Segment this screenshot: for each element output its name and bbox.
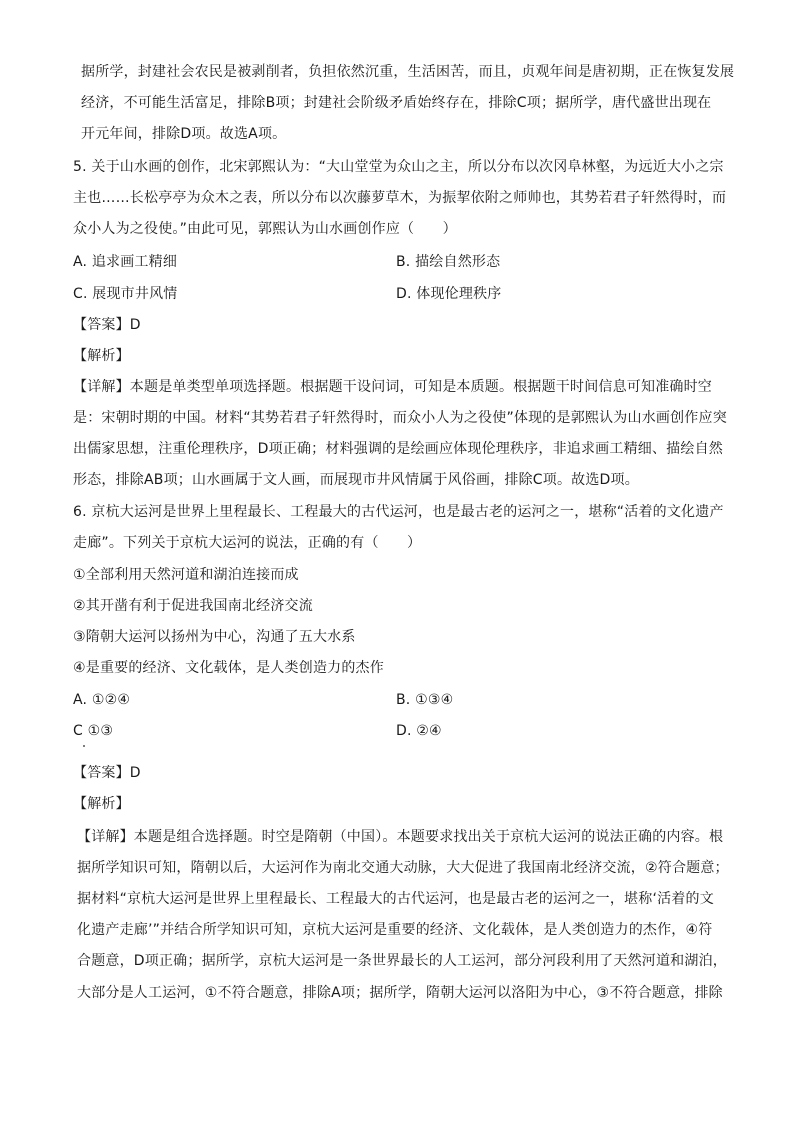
q6-detail-line-1: 【详解】本题是组合选择题。时空是隋朝（中国）。本题要求找出关于京杭大运河的说法正确的内容。根 [77, 829, 724, 845]
q5-detail-line-2: 是：宋朝时期的中国。材料“其势若君子轩然得时，而众小人为之役使”体现的是郭熙认为山水画创作应突 [73, 410, 727, 426]
q6-stem-line-1: 6. 京杭大运河是世界上里程最长、工程最大的古代运河，也是最古老的运河之一，堪称“活着的文化遗产 [73, 504, 724, 520]
q5-stem-line-3: 众小人为之役使。”由此可见，郭熙认为山水画创作应（ ） [73, 221, 457, 237]
q5-detail-line-1: 【详解】本题是单类型单项选择题。根据题干设问词，可知是本质题。根据题干时间信息可知准确时空 [73, 379, 712, 395]
q6-option-c: C ①③ [73, 723, 114, 739]
q6-statement-2: ②其开凿有利于促进我国南北经济交流 [73, 598, 313, 614]
q5-detail-line-4: 形态，排除AB项；山水画属于文人画，而展现市井风情属于风俗画，排除C项。故选D项。 [73, 472, 639, 488]
q5-option-a: A. 追求画工精细 [73, 254, 178, 270]
q5-stem-line-1: 5. 关于山水画的创作，北宋郭熙认为：“大山堂堂为众山之主，所以分布以次冈阜林壑，为远近大小之宗 [73, 159, 724, 175]
q5-analysis-heading: 【解析】 [73, 348, 130, 364]
q5-detail-line-3: 出儒家思想，注重伦理秩序，D项正确；材料强调的是绘画应体现伦理秩序，非追求画工精细、描绘自然 [73, 441, 723, 457]
q6-detail-line-6: 大部分是人工运河，①不符合题意，排除A项；据所学，隋朝大运河以洛阳为中心，③不符合题意，排除 [77, 985, 723, 1001]
q5-stem-line-2: 主也……长松亭亭为众木之表，所以分布以次藤萝草木，为振挈依附之师帅也，其势若君子轩然得时，而 [73, 190, 727, 206]
q6-option-d: D. ②④ [396, 723, 442, 739]
q4-explanation-line-1: 据所学，封建社会农民是被剥削者，负担依然沉重，生活困苦，而且，贞观年间是唐初期，正在恢复发展 [81, 64, 735, 80]
q5-option-d: D. 体现伦理秩序 [396, 286, 502, 302]
q5-option-b: B. 描绘自然形态 [396, 254, 501, 270]
q6-detail-line-4: 化遗产走廊’”并结合所学知识可知，京杭大运河是重要的经济、文化载体，是人类创造力的杰作，④符 [77, 922, 713, 938]
q6-option-b: B. ①③④ [396, 692, 454, 708]
q6-stem-line-2: 走廊”。下列关于京杭大运河的说法，正确的有（ ） [73, 535, 422, 551]
q6-statement-1: ①全部利用天然河道和湖泊连接而成 [73, 567, 299, 583]
q6-statement-3: ③隋朝大运河以扬州为中心，沟通了五大水系 [73, 629, 356, 645]
q5-option-c: C. 展现市井风情 [73, 286, 178, 302]
q6-detail-line-3: 据材料“京杭大运河是世界上里程最长、工程最大的古代运河，也是最古老的运河之一，堪称‘活着的文 [77, 891, 714, 907]
q5-answer: 【答案】D [73, 317, 141, 333]
q6-statement-4: ④是重要的经济、文化载体，是人类创造力的杰作 [73, 660, 384, 676]
q6-answer: 【答案】D [73, 765, 141, 781]
q6-option-a: A. ①②④ [73, 692, 131, 708]
q4-explanation-line-2: 经济，不可能生活富足，排除B项；封建社会阶级矛盾始终存在，排除C项；据所学，唐代盛世出现在 [81, 95, 712, 111]
stray-mark [83, 745, 85, 747]
q6-detail-line-5: 合题意，D项正确；据所学，京杭大运河是一条世界最长的人工运河，部分河段利用了天然河道和湖泊， [77, 953, 727, 969]
q6-analysis-heading: 【解析】 [73, 796, 130, 812]
q4-explanation-line-3: 开元年间，排除D项。故选A项。 [81, 126, 287, 142]
q6-detail-line-2: 据所学知识可知，隋朝以后，大运河作为南北交通大动脉，大大促进了我国南北经济交流，②符合题意； [77, 860, 729, 876]
